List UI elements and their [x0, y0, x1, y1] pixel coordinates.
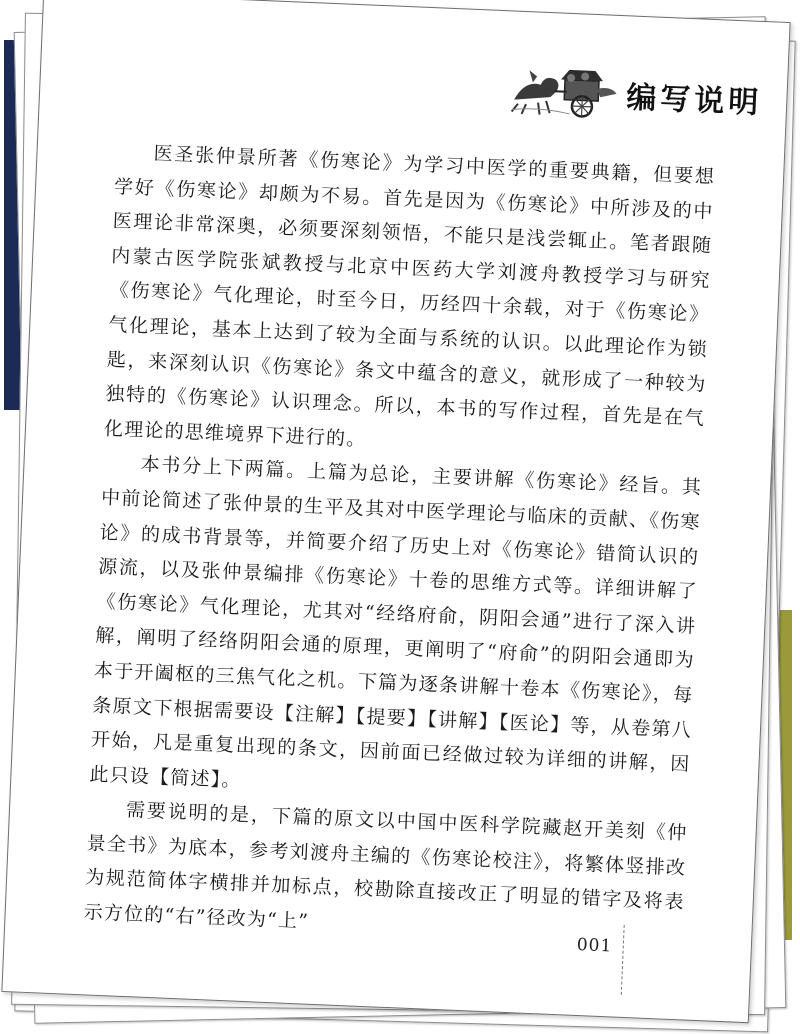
body-text: [83, 135, 716, 955]
page-number: 001: [576, 934, 613, 957]
chariot-emblem-icon: [509, 59, 621, 120]
document-page: [1, 0, 790, 1023]
page-title: 编写说明: [625, 80, 763, 121]
page-header: [509, 53, 772, 134]
paragraph-1: 医圣张仲景所著《伤寒论》为学习中医学的重要典籍，但要想学好《伤寒论》却颇为不易。首先是因为《伤寒论》中所涉及的中医理论非常深奥，必须要深刻领悟，不能只是浅尝辄止。笔者跟随内蒙古医学院张斌教授与北京中医药大学刘渡舟教授学习与研究《伤寒论》气化理论，时至今日，历经四十余载，对于《伤寒论》气化理论，基本上达到了较为全面与系统的认识。以此理论作为锁匙，来深刻认识《伤寒论》条文中蕴含的意义，就形成了一种较为独特的《伤寒论》认识理念。所以，本书的写作过程，首先是在气化理论的思维境界下进行的。: [103, 142, 716, 451]
paragraph-2: 本书分上下两篇。上篇为总论，主要讲解《伤寒论》经旨。其中前论简述了张仲景的生平及其对中医学理论与临床的贡献、《伤寒论》的成书背景等，并简要介绍了历史上对《伤寒论》错简认识的源流，以及张仲景编排《伤寒论》十卷的思维方式等。详细讲解了《伤寒论》气化理论，尤其对“经络府俞，阴阳会通”进行了深入讲解，阐明了经络阴阳会通的原理，更阐明了“府俞”的阴阳会通即为本于开阖枢的三焦气化之机。下篇为逐条讲解十卷本《伤寒论》，每条原文下根据需要设【注解】【提要】【讲解】【医论】等，从卷第八开始，凡是重复出现的条文，因前面已经做过较为详细的讲解，因此只设【简述】。: [89, 453, 703, 792]
paragraph-3: 需要说明的是，下篇的原文以中国中医科学院藏赵开美刻《仲景全书》为底本，参考刘渡舟主编的《伤寒论校注》，将繁体竖排改为规范简体字横排并加标点，校勘除直接改正了明显的错字及将表示方位的“右”径改为“上”: [83, 799, 689, 933]
